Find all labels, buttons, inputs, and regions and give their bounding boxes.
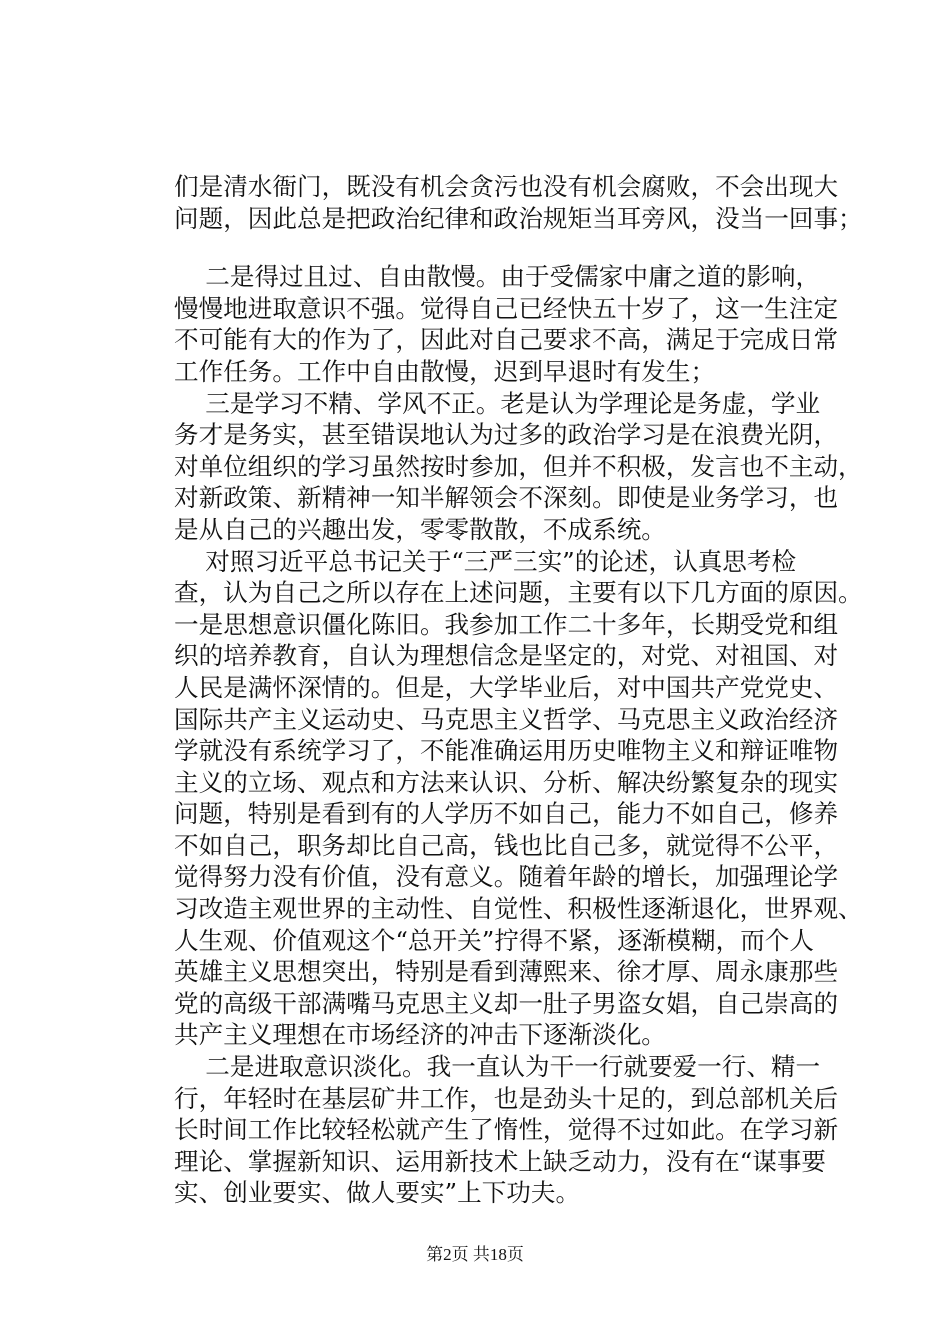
text-line: 党的高级干部满嘴马克思主义却一肚子男盗女娼，自己崇高的	[174, 988, 839, 1018]
text-line: 人生观、价值观这个“总开关”拧得不紧，逐渐模糊，而个人	[174, 925, 814, 955]
text-line: 二是进取意识淡化。我一直认为干一行就要爱一行、精一	[174, 1052, 821, 1082]
text-line: 问题，特别是看到有的人学历不如自己，能力不如自己，修养	[174, 799, 839, 829]
text-line: 共产主义理想在市场经济的冲击下逐渐淡化。	[174, 1020, 666, 1050]
text-line: 是从自己的兴趣出发，零零散散，不成系统。	[174, 514, 666, 544]
text-line: 人民是满怀深情的。但是，大学毕业后，对中国共产党党史、	[174, 672, 839, 702]
text-line: 对新政策、新精神一知半解领会不深刻。即使是业务学习，也	[174, 483, 839, 513]
text-line: 学就没有系统学习了，不能准确运用历史唯物主义和辩证唯物	[174, 736, 839, 766]
text-line: 一是思想意识僵化陈旧。我参加工作二十多年，长期受党和组	[174, 609, 839, 639]
paragraph-two	[174, 261, 839, 387]
text-line: 不可能有大的作为了，因此对自己要求不高，满足于完成日常	[174, 325, 839, 355]
paragraph-three	[174, 388, 863, 546]
text-line: 对照习近平总书记关于“三严三实”的论述，认真思考检	[174, 546, 797, 576]
page-number-footer: 第2页 共18页	[426, 1245, 524, 1264]
text-line: 务才是务实，甚至错误地认为过多的政治学习是在浪费光阴，	[174, 420, 839, 450]
text-line: 不如自己，职务却比自己高，钱也比自己多，就觉得不公平，	[174, 830, 839, 860]
paragraph-four	[174, 546, 863, 1052]
text-line: 工作任务。工作中自由散慢，迟到早退时有发生；	[174, 356, 716, 386]
text-line: 主义的立场、观点和方法来认识、分析、解决纷繁复杂的现实	[174, 767, 839, 797]
text-line: 英雄主义思想突出，特别是看到薄熙来、徐才厚、周永康那些	[174, 957, 839, 987]
text-line: 查，认为自己之所以存在上述问题，主要有以下几方面的原因。	[174, 578, 863, 608]
paragraph-five	[174, 1051, 839, 1209]
text-line: 长时间工作比较轻松就产生了惰性，觉得不过如此。在学习新	[174, 1115, 839, 1145]
text-line: 觉得努力没有价值，没有意义。随着年龄的增长，加强理论学	[174, 862, 839, 892]
text-line: 实、创业要实、做人要实”上下功夫。	[174, 1178, 581, 1208]
text-line: 习改造主观世界的主动性、自觉性、积极性逐渐退化，世界观、	[174, 894, 863, 924]
text-line: 织的培养教育，自认为理想信念是坚定的，对党、对祖国、对	[174, 641, 839, 671]
text-line: 慢慢地进取意识不强。觉得自己已经快五十岁了，这一生注定	[174, 293, 839, 323]
paragraph-gap	[174, 234, 834, 261]
text-line: 对单位组织的学习虽然按时参加，但并不积极，发言也不主动，	[174, 451, 863, 481]
text-line: 二是得过且过、自由散慢。由于受儒家中庸之道的影响，	[174, 262, 821, 292]
text-line: 们是清水衙门，既没有机会贪污也没有机会腐败，不会出现大	[174, 172, 839, 201]
text-line: 三是学习不精、学风不正。老是认为学理论是务虚，学业	[174, 388, 821, 418]
document-body	[174, 171, 863, 1209]
text-line: 国际共产主义运动史、马克思主义哲学、马克思主义政治经济	[174, 704, 839, 734]
text-line: 理论、掌握新知识、运用新技术上缺乏动力，没有在“谋事要	[174, 1146, 827, 1176]
text-line: 行，年轻时在基层矿井工作，也是劲头十足的，到总部机关后	[174, 1083, 839, 1113]
text-line: 问题，因此总是把政治纪律和政治规矩当耳旁风，没当一回事；	[174, 203, 863, 233]
paragraph-intro	[174, 171, 863, 234]
